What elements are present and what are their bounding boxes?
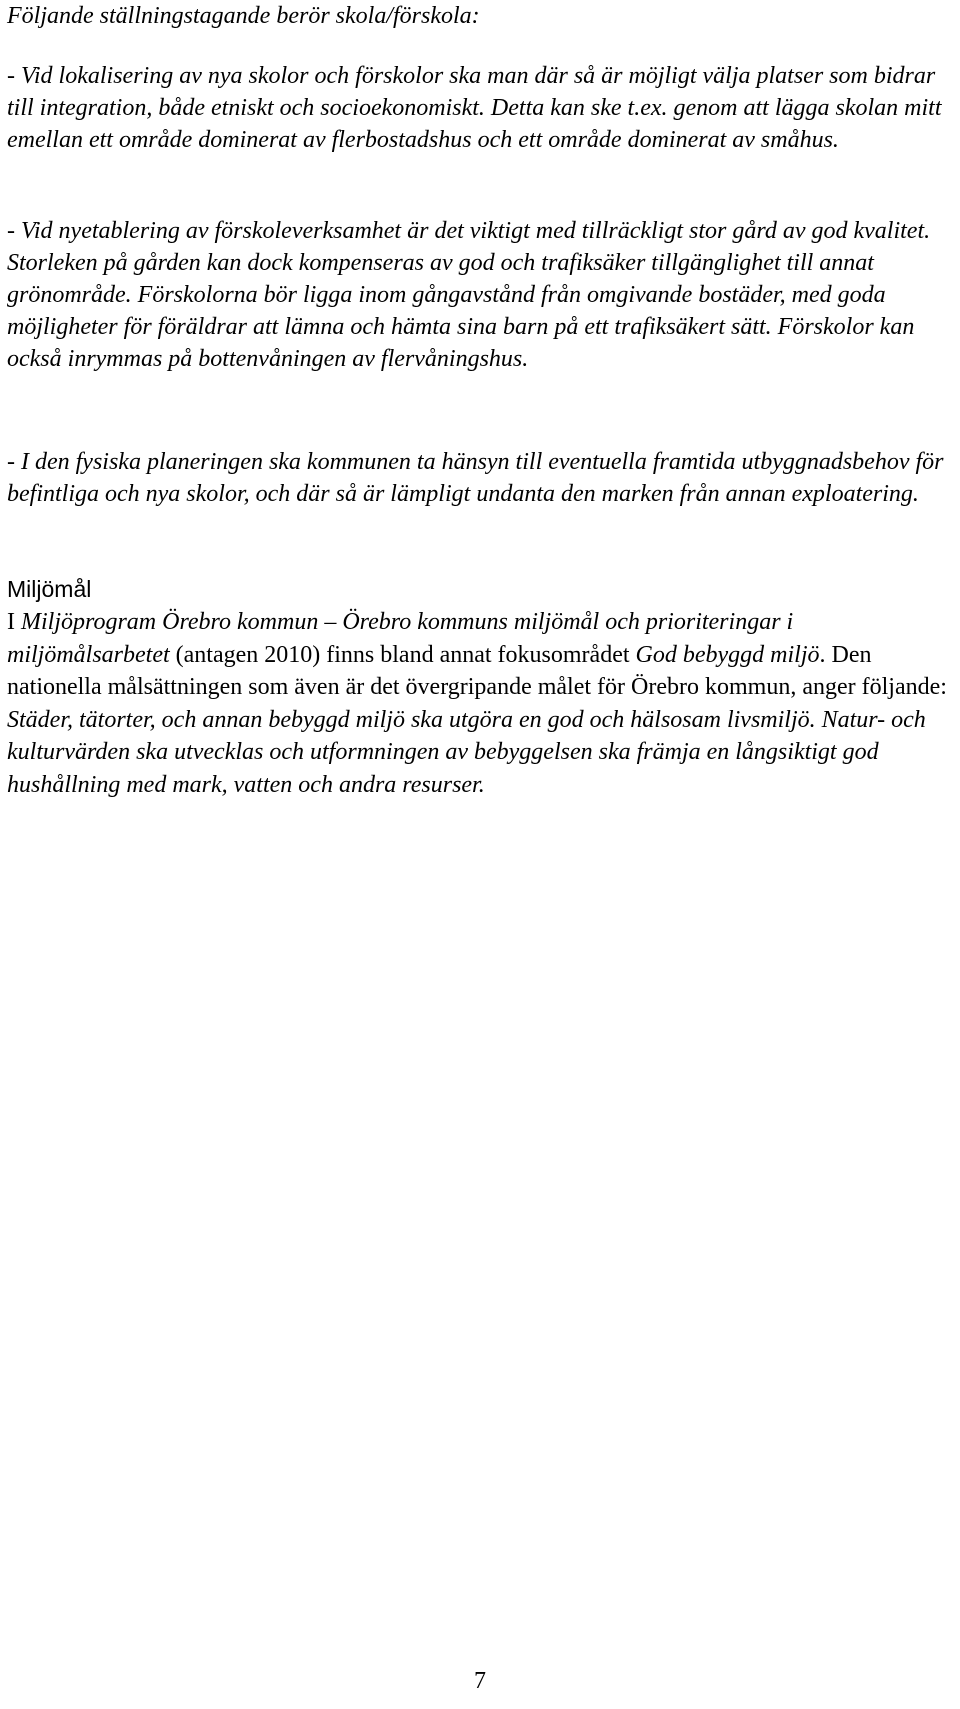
- bullet-preschool: - Vid nyetablering av förskoleverksamhet är det viktigt med tillräckligt stor gård av god kvalitet. Storleken på gården kan dock kompenseras av god och trafiksäker tillgänglighet till annat grönområde. Förskolorna bör ligga inom gångavstånd från omgivande bostäder, med goda möjligheter för föräldrar att lämna och hämta sina barn på ett trafiksäkert sätt. Förskolor kan också inrymmas på bottenvåningen av flervåningshus.: [7, 218, 931, 372]
- env-focus-area: God bebyggd miljö: [635, 641, 820, 668]
- page-number: 7: [474, 1668, 486, 1694]
- env-program-title: Miljöprogram Örebro kommun – Örebro kommuns miljömål och prioriteringar i miljömålsarbetet: [7, 609, 794, 668]
- bullet-school-location: - Vid lokalisering av nya skolor och förskolor ska man där så är möjligt välja platser som bidrar till integration, både etniskt och socioekonomiskt. Detta kan ske t.ex. genom att lägga skolan mitt emellan ett område dominerat av flerbostadshus och ett område dominerat av småhus.: [7, 63, 942, 153]
- intro-line: Följande ställningstagande berör skola/förskola:: [7, 3, 480, 29]
- env-text-2: (antagen 2010) finns bland annat fokusområdet: [169, 641, 636, 668]
- env-goal-quote: Städer, tätorter, och annan bebyggd miljö ska utgöra en god och hälsosam livsmiljö. Natur- och kulturvärden ska utvecklas och utformningen av bebyggelsen ska främja en långsiktigt god hushållning med mark, vatten och andra resurser.: [7, 706, 926, 798]
- environment-paragraph: [7, 606, 955, 801]
- bullet-planning: - I den fysiska planeringen ska kommunen ta hänsyn till eventuella framtida utbyggnadsbehov för befintliga och nya skolor, och där så är lämpligt undanta den marken från annan exploatering.: [7, 449, 944, 507]
- env-text-1: I: [7, 609, 21, 635]
- env-text-3: . Den nationella målsättningen som även är det övergripande målet för Örebro kommun, anger följande:: [7, 641, 947, 700]
- section-heading-miljomal: Miljömål: [7, 576, 92, 602]
